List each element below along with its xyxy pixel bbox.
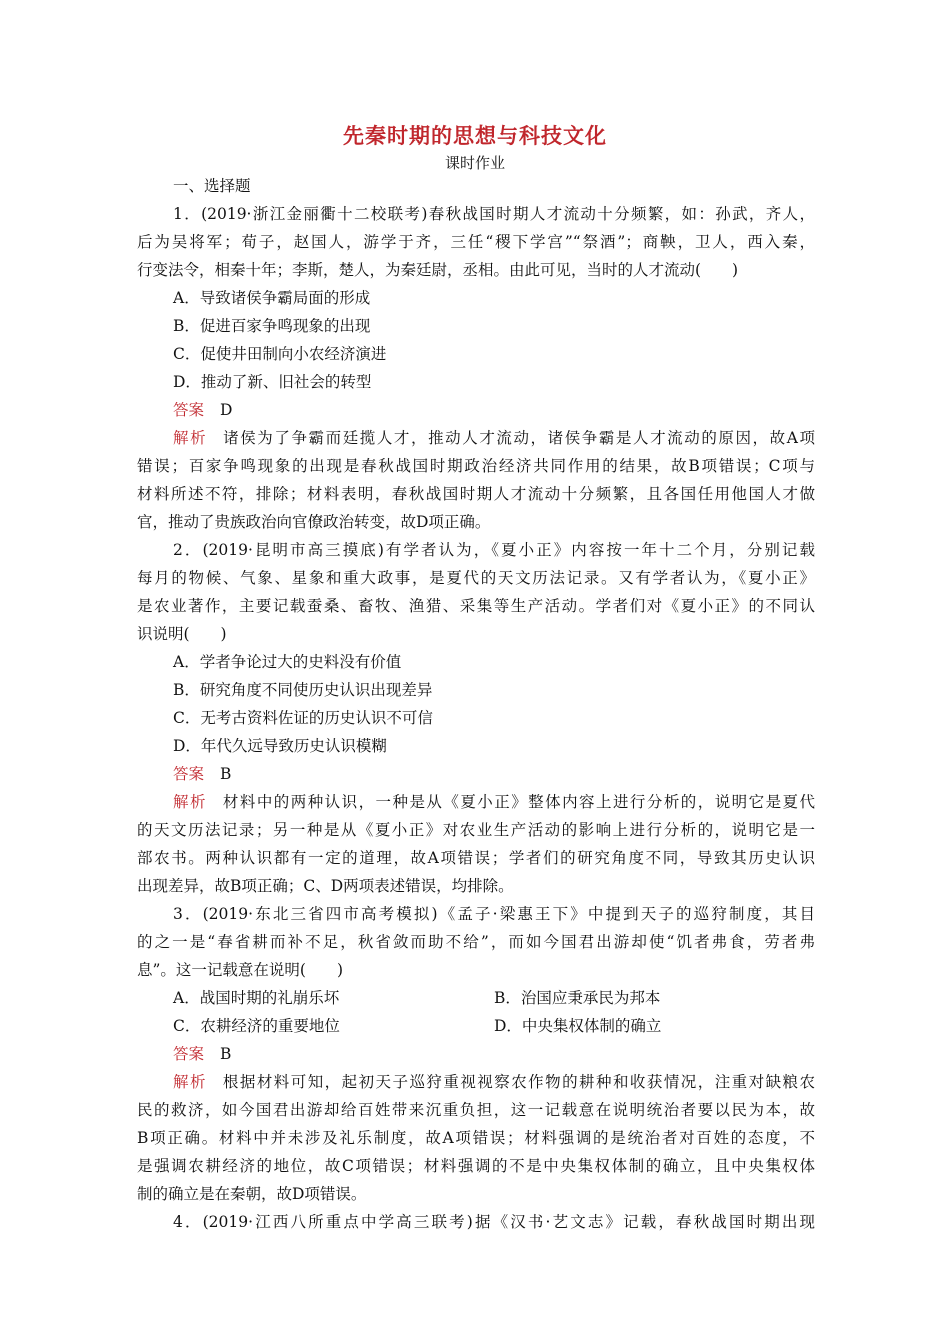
question-4 [137,1208,815,1236]
question-text-line: 1．(2019·浙江金丽衢十二校联考)春秋战国时期人才流动十分频繁，如：孙武，齐人， [173,205,815,223]
analysis-line [137,788,815,816]
question-text-line: 识说明( ) [137,625,227,643]
document-body [137,172,815,1236]
option-a: A．导致诸侯争霸局面的形成 [173,289,371,307]
analysis-label: 解析 [173,1073,207,1091]
question-1 [137,200,815,536]
analysis-line: 制的确立是在秦朝，故D项错误。 [137,1185,367,1203]
question-text-line: 后为吴将军；荀子，赵国人，游学于齐，三任“稷下学宫”“祭酒”；商鞅，卫人，西入秦， [137,233,815,251]
option-b: B．促进百家争鸣现象的出现 [173,317,371,335]
question-text-line: 的之一是“春省耕而补不足，秋省敛而助不给”，而如今国君出游却使“饥者弗食，劳者弗 [137,933,815,951]
analysis-line: 错误；百家争鸣现象的出现是春秋战国时期政治经济共同作用的结果，故B项错误；C项与 [137,457,815,475]
analysis-line: 是强调农耕经济的地位，故C项错误；材料强调的不是中央集权体制的确立，且中央集权体 [137,1157,815,1175]
option-c: C．农耕经济的重要地位 [173,1017,340,1035]
option-b: B．治国应秉承民为邦本 [494,989,661,1007]
analysis-line: 出现差异，故B项正确；C、D两项表述错误，均排除。 [137,877,514,895]
option-a: A．学者争论过大的史料没有价值 [173,653,402,671]
option-c: C．促使井田制向小农经济演进 [173,345,387,363]
question-text-line: 息”。这一记载意在说明( ) [137,961,344,979]
analysis-line [137,424,815,452]
answer-line [137,760,815,788]
analysis-text: 材料中的两种认识，一种是从《夏小正》整体内容上进行分析的，说明它是夏代 [222,793,815,811]
option-d: D．年代久远导致历史认识模糊 [173,737,387,755]
answer-label: 答案 [173,765,205,783]
page-title: 先秦时期的思想与科技文化 [343,123,607,148]
answer-line [137,396,815,424]
option-row [137,1012,815,1040]
analysis-text: 根据材料可知，起初天子巡狩重视视察农作物的耕种和收获情况，注重对缺粮农 [222,1073,815,1091]
analysis-line: 民的救济，如今国君出游却给百姓带来沉重负担，这一记载意在说明统治者要以民为本，故 [137,1101,815,1119]
answer-value: D [220,401,233,419]
page-subtitle: 课时作业 [444,154,505,172]
analysis-label: 解析 [173,429,208,447]
option-d: D．推动了新、旧社会的转型 [173,373,372,391]
analysis-label: 解析 [173,793,207,811]
analysis-line: 材料所述不符，排除；材料表明，春秋战国时期人才流动十分频繁，且各国任用他国人才做 [137,485,815,503]
question-text-line: 行变法令，相秦十年；李斯，楚人，为秦廷尉，丞相。由此可见，当时的人才流动( ) [137,261,739,279]
answer-label: 答案 [173,401,205,419]
question-text-line: 3．(2019·东北三省四市高考模拟)《孟子·梁惠王下》中提到天子的巡狩制度，其目 [173,905,815,923]
answer-value: B [220,1045,232,1063]
question-text-line: 每月的物候、气象、星象和重大政事，是夏代的天文历法记录。又有学者认为，《夏小正》 [137,569,815,587]
analysis-line: 官，推动了贵族政治向官僚政治转变，故D项正确。 [137,513,491,531]
analysis-text: 诸侯为了争霸而廷揽人才，推动人才流动，诸侯争霸是人才流动的原因，故A项 [223,429,815,447]
option-d: D．中央集权体制的确立 [494,1017,662,1035]
answer-line [137,1040,815,1068]
question-2 [137,536,815,900]
section-heading: 一、选择题 [173,177,251,195]
option-row [137,984,815,1012]
question-text-line: 2．(2019·昆明市高三摸底)有学者认为，《夏小正》内容按一年十二个月，分别记载 [173,541,815,559]
question-3 [137,900,815,1208]
option-b: B．研究角度不同使历史认识出现差异 [173,681,433,699]
question-text-line: 是农业著作，主要记载蚕桑、畜牧、渔猎、采集等生产活动。学者们对《夏小正》的不同认 [137,597,815,615]
answer-value: B [220,765,232,783]
option-a: A．战国时期的礼崩乐坏 [173,989,340,1007]
analysis-line: B项正确。材料中并未涉及礼乐制度，故A项错误；材料强调的是统治者对百姓的态度，不 [137,1129,815,1147]
answer-label: 答案 [173,1045,205,1063]
analysis-line: 部农书。两种认识都有一定的道理，故A项错误；学者们的研究角度不同，导致其历史认识 [137,849,815,867]
question-text-line: 4．(2019·江西八所重点中学高三联考)据《汉书·艺文志》记载，春秋战国时期出现 [173,1213,815,1231]
analysis-line [137,1068,815,1096]
option-c: C．无考古资料佐证的历史认识不可信 [173,709,433,727]
analysis-line: 的天文历法记录；另一种是从《夏小正》对农业生产活动的影响上进行分析的，说明它是一 [137,821,815,839]
